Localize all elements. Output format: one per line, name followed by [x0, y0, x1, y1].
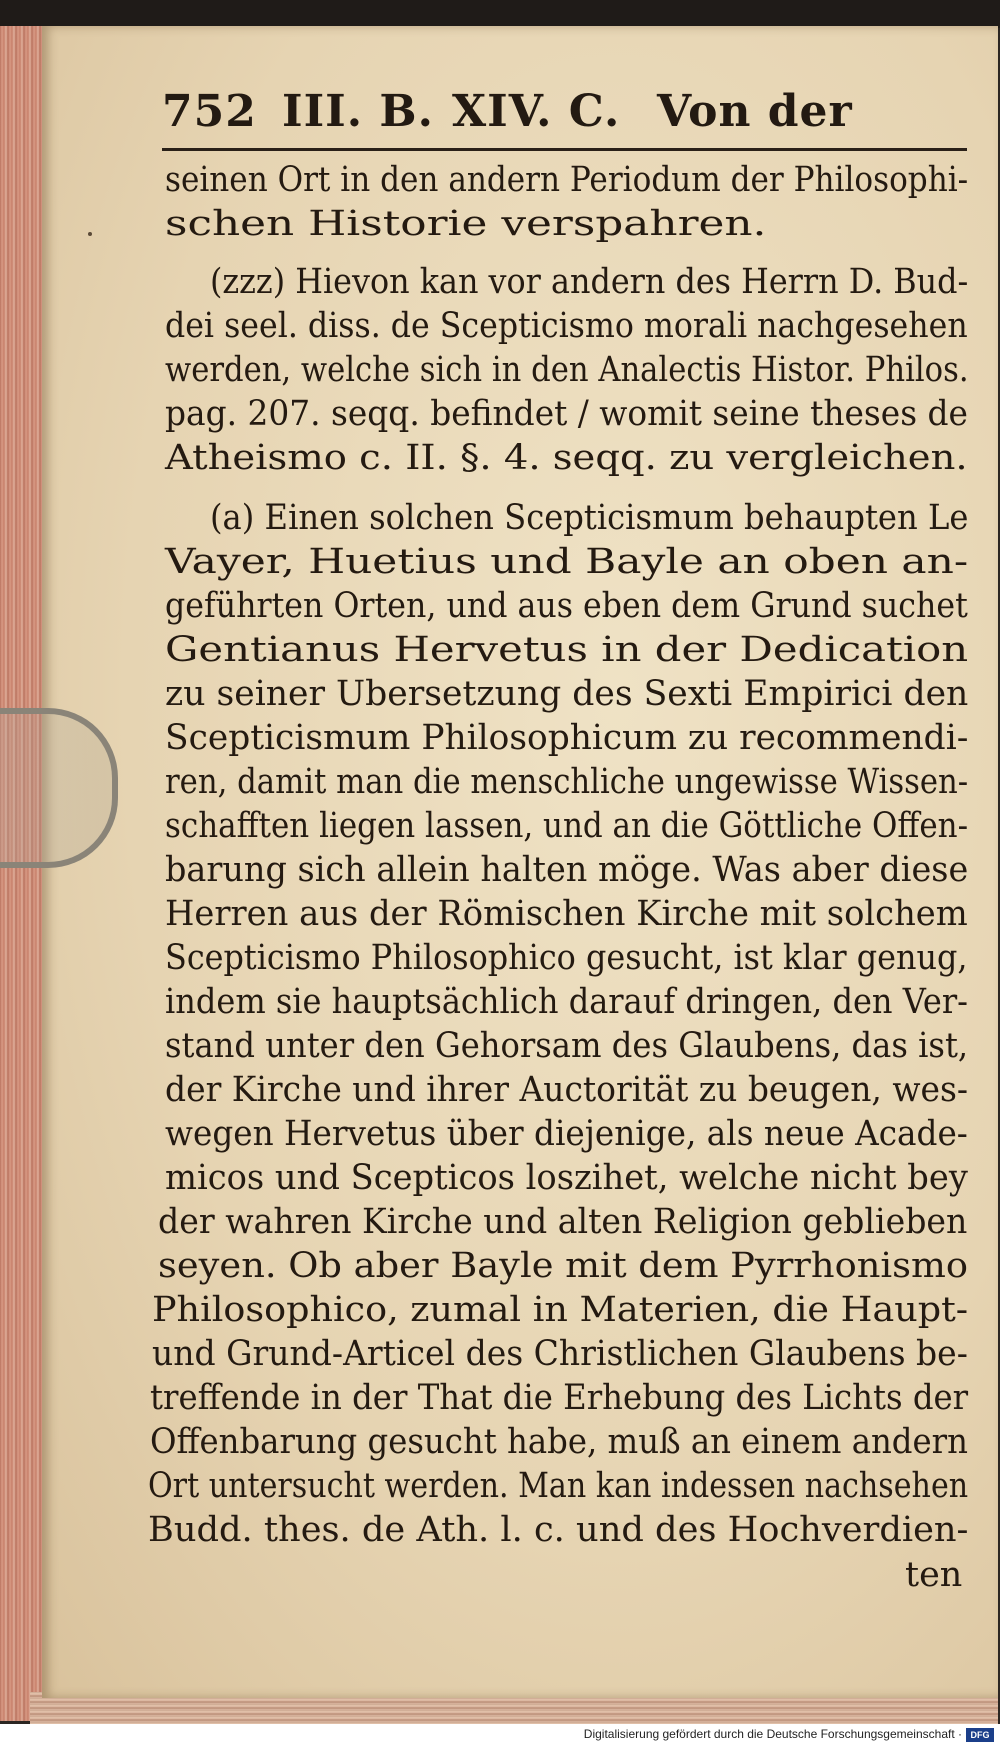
- text-line: (a) Einen solchen Scepticismum behaupten Le: [210, 498, 969, 538]
- text-line: werden, welche sich in den Analectis Histor. Philos.: [165, 350, 969, 390]
- text-line: Vayer, Huetius und Bayle an oben an-: [165, 542, 969, 582]
- header-title: Von der: [657, 86, 853, 137]
- text-line: pag. 207. seqq. befindet / womit seine theses de: [165, 394, 968, 434]
- text-line: seyen. Ob aber Bayle mit dem Pyrrhonismo: [158, 1246, 969, 1286]
- text-line: der wahren Kirche und alten Religion geblieben: [158, 1202, 968, 1242]
- text-line: Scepticismum Philosophicum zu recommendi-: [165, 718, 969, 758]
- text-line: Budd. thes. de Ath. l. c. und des Hochverdien-: [148, 1510, 969, 1550]
- text-line: geführten Orten, und aus eben dem Grund suchet: [165, 586, 968, 626]
- text-line: ren, damit man die menschliche ungewisse Wissen-: [165, 762, 969, 802]
- text-line: Scepticismo Philosophico gesucht, ist klar genug,: [165, 938, 968, 978]
- text-line: schen Historie verspahren.: [165, 204, 767, 244]
- catchword: ten: [905, 1555, 963, 1595]
- text-line: schafften liegen lassen, und an die Göttliche Offen-: [165, 806, 969, 846]
- digitization-footer: [0, 1724, 1000, 1747]
- text-line: Ort untersucht werden. Man kan indessen nachsehen: [148, 1466, 969, 1506]
- text-line: barung sich allein halten möge. Was aber diese: [165, 850, 969, 890]
- page-number: 752: [162, 86, 257, 137]
- chapter-number: XIV. C.: [452, 86, 621, 137]
- text-line: Philosophico, zumal in Materien, die Haupt-: [152, 1290, 969, 1330]
- text-line: dei seel. diss. de Scepticismo morali nachgesehen: [165, 306, 968, 346]
- book-number: III. B.: [282, 86, 434, 137]
- text-line: zu seiner Ubersetzung des Sexti Empirici den: [165, 674, 969, 714]
- text-line: indem sie hauptsächlich darauf dringen, den Ver-: [165, 982, 969, 1022]
- text-line: wegen Hervetus über diejenige, als neue Acade-: [165, 1114, 968, 1154]
- text-line: Offenbarung gesucht habe, muß an einem andern: [150, 1422, 968, 1462]
- text-line: und Grund-Articel des Christlichen Glaubens be-: [152, 1334, 968, 1374]
- funding-credit: Digitalisierung gefördert durch die Deutsche Forschungsgemeinschaft ·: [583, 1727, 962, 1741]
- text-line: der Kirche und ihrer Auctorität zu beugen, wes-: [165, 1070, 969, 1110]
- text-line: seinen Ort in den andern Periodum der Philosophi-: [165, 160, 969, 200]
- text-line: (zzz) Hievon kan vor andern des Herrn D. Bud-: [210, 262, 969, 302]
- text-line: stand unter den Gehorsam des Glaubens, das ist,: [165, 1026, 969, 1066]
- dfg-logo-icon: DFG: [966, 1728, 994, 1742]
- text-line: micos und Scepticos loszihet, welche nicht bey: [165, 1158, 968, 1198]
- text-line: Gentianus Hervetus in der Dedication: [165, 630, 969, 670]
- text-line: Atheismo c. II. §. 4. seqq. zu vergleichen.: [165, 438, 968, 478]
- text-line: Herren aus der Römischen Kirche mit solchem: [165, 894, 968, 934]
- text-line: treffende in der That die Erhebung des Lichts der: [150, 1378, 969, 1418]
